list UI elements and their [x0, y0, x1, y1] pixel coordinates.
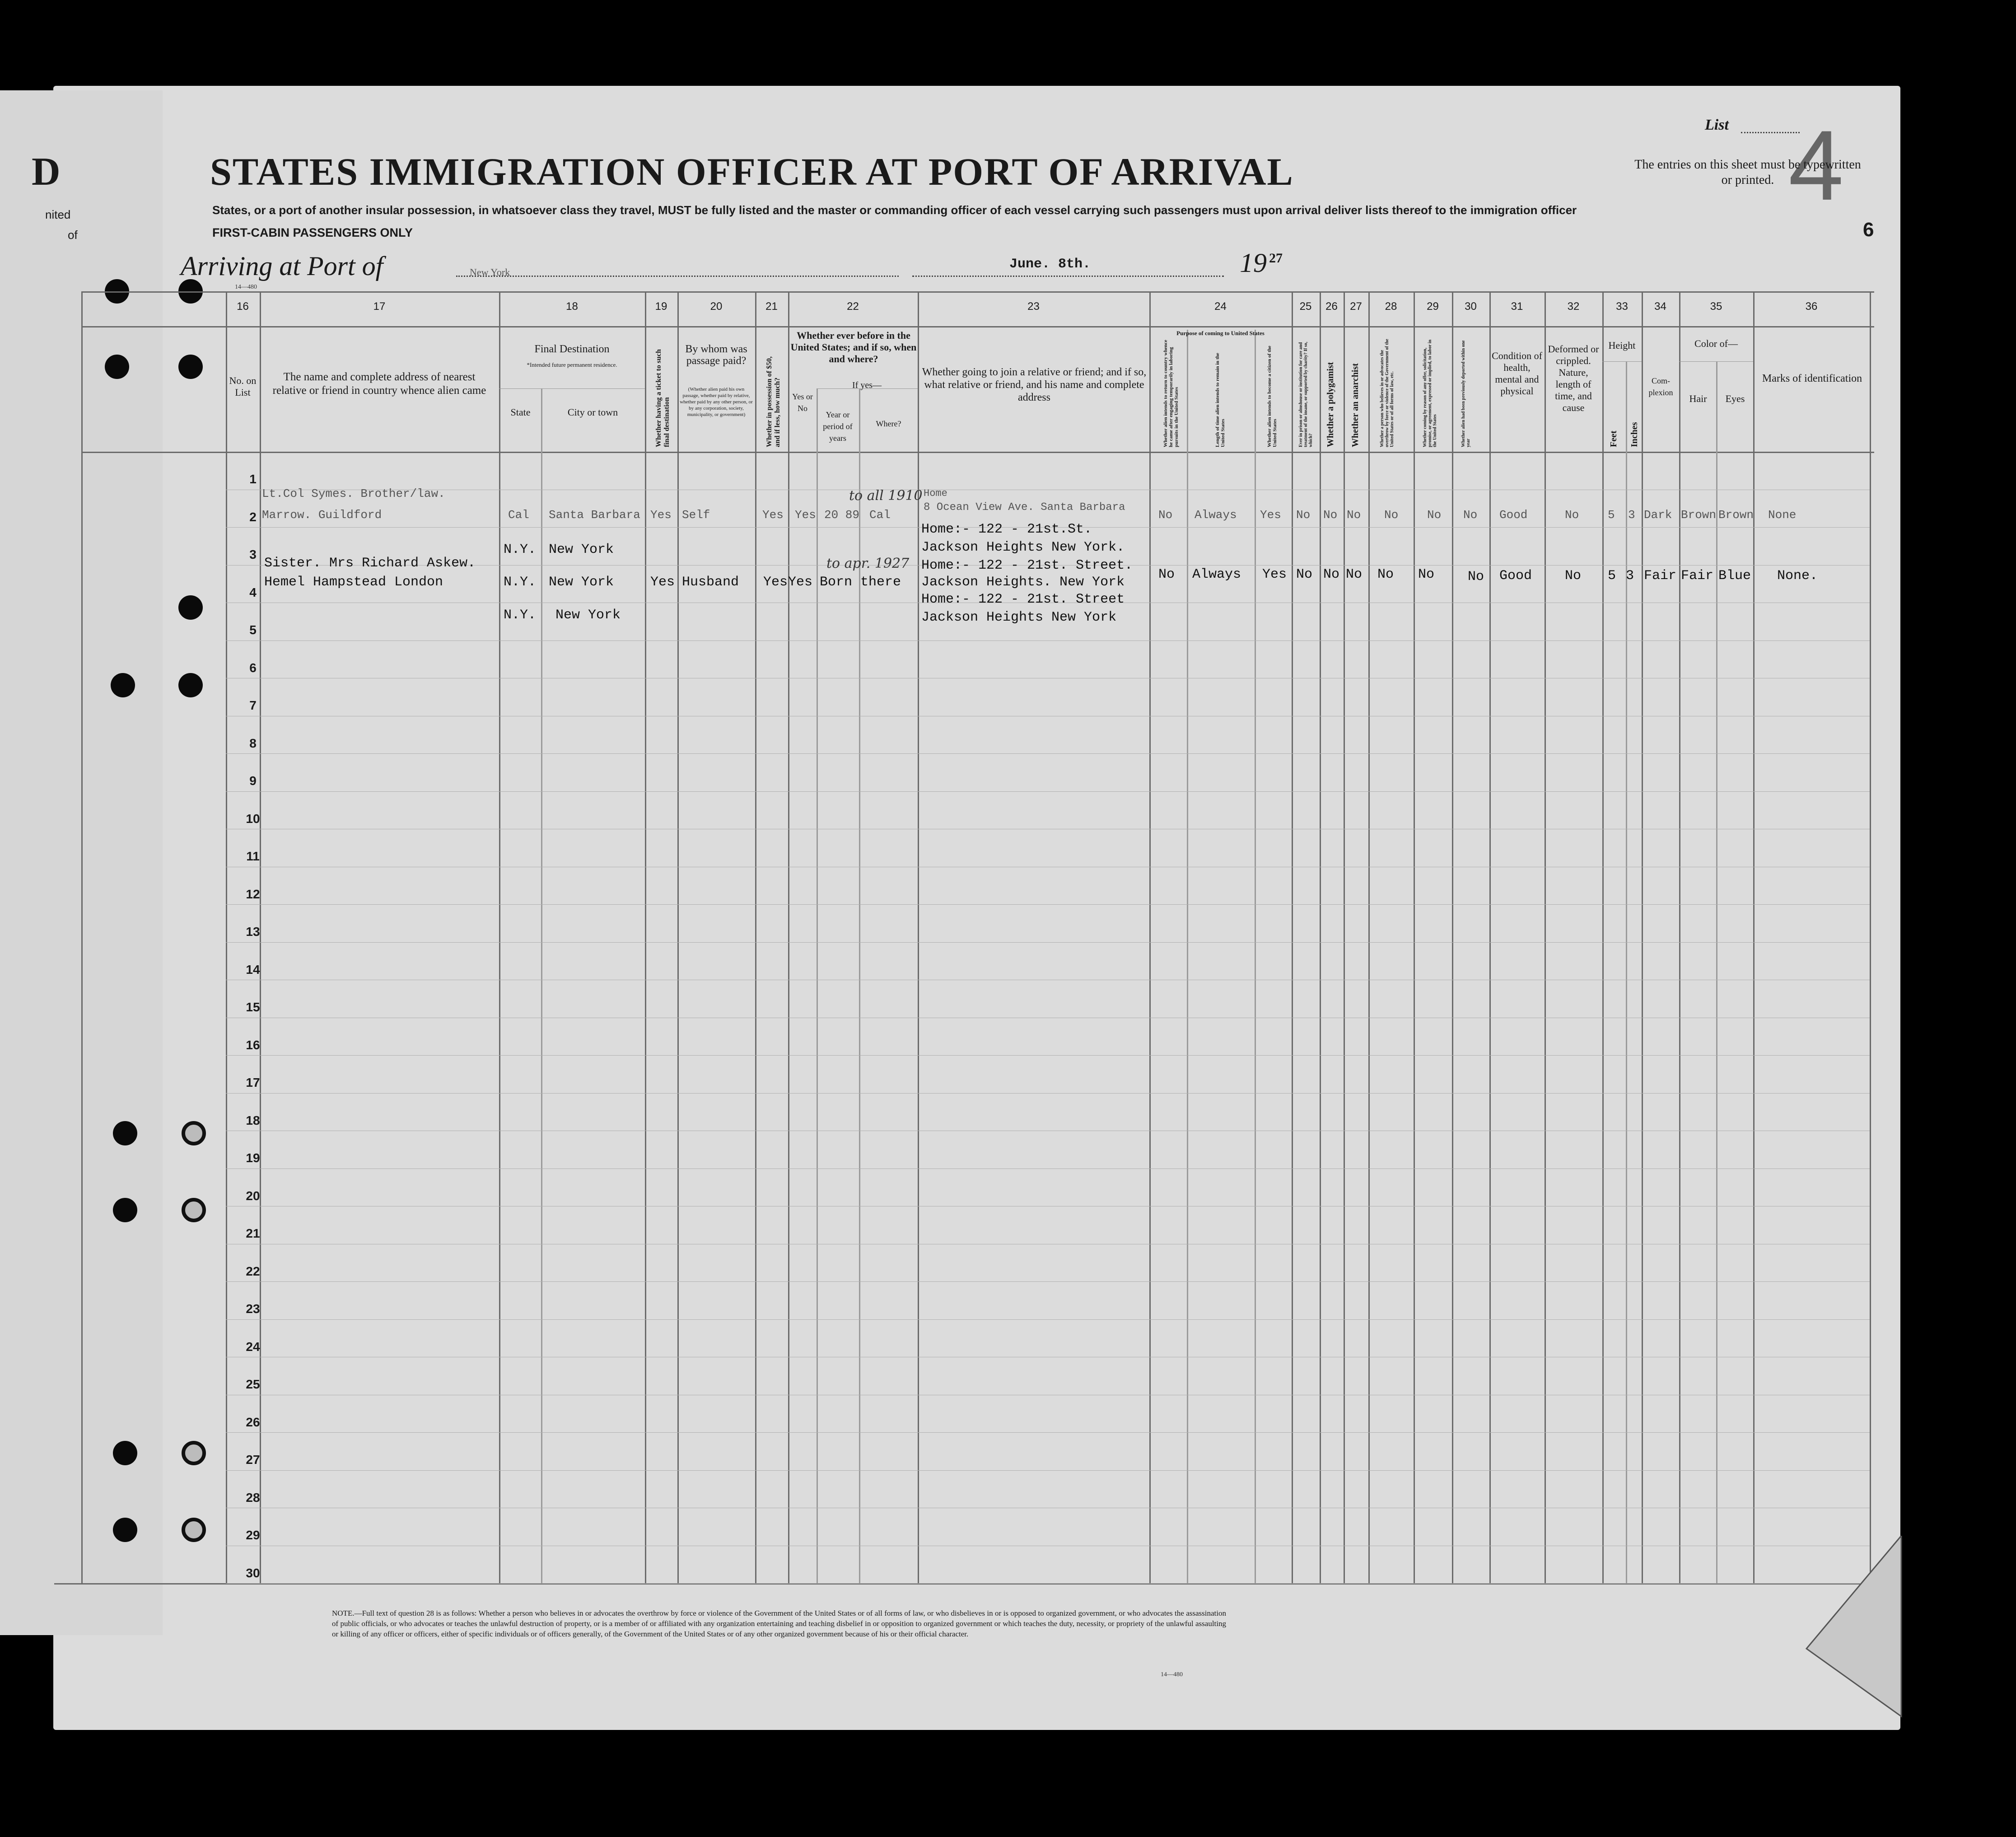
r3-relative-line2: Hemel Hampstead London [264, 575, 443, 590]
col-number: 31 [1511, 300, 1523, 313]
r3-feet: 5 [1608, 568, 1616, 584]
col-number: 24 [1214, 300, 1227, 313]
row-line [226, 1055, 1870, 1056]
r3-relative-line1: Sister. Mrs Richard Askew. [264, 556, 476, 571]
col-divider [1753, 291, 1755, 1583]
row-line [226, 942, 1870, 943]
header-join-relative: Whether going to join a relative or friend; and if so, what relative or friend, and his name and complete address [922, 366, 1147, 403]
r1-overthrow: No [1384, 508, 1399, 522]
row-number: 3 [249, 547, 257, 561]
r1-deported: No [1463, 508, 1478, 522]
col-divider [755, 291, 756, 1583]
row-number: 29 [246, 1528, 260, 1542]
date-value: June. 8th. [1009, 257, 1091, 272]
row-number: 16 [246, 1038, 260, 1052]
row-number: 25 [246, 1377, 260, 1391]
header-sub-divider [499, 388, 645, 389]
col-divider [1414, 291, 1415, 1583]
row-line [226, 1093, 1870, 1094]
header-bottom-border [81, 452, 1874, 453]
col-number: 22 [847, 300, 859, 313]
header-ticket: Whether having a ticket to such final destination [655, 349, 671, 447]
binder-hole [178, 355, 203, 379]
header-state: State [510, 407, 531, 418]
r3-join-line1: Home:- 122 - 21st. Street. [921, 558, 1133, 573]
header-no-on-list: No. on List [229, 375, 257, 398]
col-divider [1320, 291, 1321, 1583]
row-number: 22 [246, 1264, 260, 1278]
r3-inches: 3 [1626, 568, 1634, 584]
header-feet: Feet [1609, 430, 1619, 447]
r3-city: New York [549, 575, 614, 590]
r1-handwritten-note: to all 1910 [849, 488, 923, 504]
binder-hole [178, 673, 203, 697]
col-divider [1870, 291, 1871, 1583]
col-number: 32 [1567, 300, 1580, 313]
col-divider [499, 291, 500, 1583]
row-number: 20 [246, 1189, 260, 1203]
col-divider [1679, 291, 1680, 1583]
col-divider [1149, 291, 1151, 1583]
row-number: 6 [249, 661, 257, 675]
header-labor-offer: Whether coming by reason of any offer, solicitation, promise, or agreement, expressed or implied, to labor in the United States [1423, 339, 1437, 447]
footnote-form-number: 14—480 [1161, 1671, 1183, 1678]
col-divider [1545, 291, 1546, 1583]
row-number: 17 [246, 1075, 260, 1089]
r3-polygamist: No [1323, 567, 1340, 582]
r1-ticket: Yes [650, 508, 672, 522]
r3-overthrow: No [1377, 567, 1394, 582]
col-number: 27 [1350, 300, 1362, 313]
header-deformed: Deformed or crippled. Nature, length of time, and cause [1548, 343, 1599, 413]
r3-join-line2: Jackson Heights. New York [921, 575, 1125, 590]
col-divider [1452, 291, 1453, 1583]
r3-return: No [1158, 567, 1175, 582]
header-color-of: Color of— [1694, 338, 1738, 349]
header-final-destination-note: *Intended future permanent residence. [527, 361, 617, 368]
col-divider [81, 291, 83, 1583]
r3-deformed: No [1565, 568, 1582, 584]
header-height: Height [1608, 340, 1636, 351]
r3-deported: No [1468, 569, 1484, 584]
header-length-of-stay: Length of time alien intends to remain in the United States [1215, 353, 1226, 447]
col-number: 33 [1616, 300, 1628, 313]
r3-state: N.Y. [504, 575, 537, 590]
row-number: 1 [249, 472, 257, 486]
year-suffix: 27 [1269, 251, 1283, 266]
r3-length-stay: Always [1192, 567, 1241, 582]
header-sub-divider [1679, 361, 1753, 362]
r2-state: N.Y. [504, 542, 537, 557]
form-number: 14—480 [235, 284, 257, 290]
binder-hole [113, 1518, 137, 1542]
header-year-period: Year or period of years [823, 410, 853, 443]
r1-paid-by: Self [682, 508, 710, 522]
col-number: 18 [566, 300, 578, 313]
col-number: 20 [710, 300, 723, 313]
row-number: 23 [246, 1302, 260, 1316]
binder-hole [113, 1198, 137, 1222]
r3-paid-by: Husband [682, 575, 739, 590]
header-if-yes: If yes— [852, 380, 882, 390]
binder-hole-ring [182, 1518, 206, 1542]
r1-state: Cal [508, 508, 529, 522]
header-final-destination: Final Destination [534, 343, 610, 355]
header-intends-return: Whether alien intends to return to country whence he came after engaging temporarily in laboring pursuits in the United States [1163, 340, 1179, 447]
row-number: 9 [249, 774, 257, 788]
r1-complexion: Dark [1644, 508, 1672, 522]
r3-before-yes: Yes [788, 575, 813, 590]
col-divider [788, 291, 789, 1583]
r1-city: Santa Barbara [549, 508, 640, 522]
col-divider [677, 291, 679, 1583]
col-divider [1344, 291, 1345, 1583]
row-line [226, 753, 1870, 754]
col-number: 19 [655, 300, 667, 313]
row-number: 2 [249, 510, 257, 524]
port-value: New York [470, 266, 510, 278]
r1-eyes: Brown [1718, 508, 1754, 522]
r3-citizen: Yes [1262, 567, 1287, 582]
col-divider [1642, 291, 1643, 1583]
row-line [226, 640, 1870, 641]
instruction-line: States, or a port of another insular possession, in whatsoever class they travel, MUST be fully listed and the master or commanding officer of each vessel carrying such passengers must upon arrival deliver lists thereof to the immigration officer [212, 203, 1577, 217]
r3-eyes: Blue [1718, 568, 1751, 584]
col-number: 34 [1654, 300, 1666, 313]
r3-complexion: Fair [1644, 568, 1677, 584]
header-become-citizen: Whether alien intends to become a citizen of the United States [1267, 346, 1278, 447]
binder-hole-ring [182, 1121, 206, 1145]
binder-hole [178, 595, 203, 620]
col-divider [1626, 361, 1627, 1583]
row-number: 11 [246, 849, 260, 863]
r2-city: New York [549, 542, 614, 557]
col-number: 30 [1465, 300, 1477, 313]
row-line [226, 1281, 1870, 1282]
row-number: 12 [246, 887, 260, 901]
row-number: 10 [246, 812, 260, 826]
col-divider [1368, 291, 1370, 1583]
r1-hair: Brown [1681, 508, 1717, 522]
header-purpose-group: Purpose of coming to United States [1176, 330, 1265, 337]
left-fragment-line-1: nited [45, 208, 71, 221]
r1-marks: None [1768, 508, 1797, 522]
binder-hole [105, 355, 129, 379]
col-divider [1489, 291, 1491, 1583]
footnote: NOTE.—Full text of question 28 is as follows: Whether a person who believes in or advocates the overthrow by force or violence of the Government of the United States or of all forms of law, or who disbelieves in or is opposed to organized government, or who advocates the assassination of public officials, or who advocates or teaches the unlawful destruction of property, or is a member of or affiliated with any organization entertaining and teaching disbelief in or opposition to organized government or which teaches the duty, necessity, or propriety of the unlawful assaulting or killing of any officer or officers, either of specific individuals or of officers generally, of the Government of the United States or of any other organized government because of his or their official character. [332, 1609, 1226, 1638]
folded-corner [1797, 1536, 1906, 1725]
header-deported: Whether alien had been previously deported within one year [1461, 340, 1471, 447]
r4-join-line1: Home:- 122 - 21st. Street [921, 592, 1125, 607]
row-number: 4 [249, 585, 257, 599]
entries-note: The entries on this sheet must be typewritten or printed. [1634, 158, 1861, 187]
row-number: 7 [249, 698, 257, 712]
header-polygamist: Whether a polygamist [1325, 362, 1335, 447]
binder-hole-ring [182, 1198, 206, 1222]
header-inches: Inches [1629, 422, 1639, 447]
r3-labor: No [1418, 567, 1435, 582]
col-number: 29 [1427, 300, 1439, 313]
r1-before-yes: Yes [795, 508, 816, 522]
row-number: 19 [246, 1151, 260, 1165]
r1-relative-line1: Lt.Col Symes. Brother/law. [262, 487, 445, 500]
col-number: 28 [1385, 300, 1397, 313]
col-number: 36 [1805, 300, 1818, 313]
date-dotted-line [912, 276, 1224, 277]
r1-join-line2: 8 Ocean View Ave. Santa Barbara [924, 501, 1125, 514]
row-number: 13 [246, 925, 260, 939]
header-marks: Marks of identification [1762, 373, 1862, 384]
r2-join-line1: Home:- 122 - 21st.St. [921, 522, 1092, 537]
column-number-border [81, 326, 1874, 327]
r4-city: New York [555, 608, 621, 623]
r3-anarchist: No [1346, 567, 1363, 582]
r3-hair: Fair [1681, 568, 1714, 584]
r1-health: Good [1499, 508, 1528, 522]
header-complexion: Com-plexion [1648, 376, 1673, 397]
binder-hole-ring [182, 1441, 206, 1465]
row-number: 8 [249, 736, 257, 750]
col-number: 35 [1710, 300, 1722, 313]
r1-before-where: Cal [869, 508, 891, 522]
col-divider [817, 388, 818, 1583]
left-fragment-line-2: of [68, 228, 78, 242]
r1-labor: No [1427, 508, 1442, 522]
header-overthrow: Whether a person who believes in or advocates the overthrow by force or violence of the Government of the United States or of all forms of law, etc. [1380, 339, 1395, 447]
header-passage-paid-note: (Whether alien paid his own passage, whether paid by relative, whether paid by any other person, or by any corporation, society, municipality, or government) [680, 387, 753, 417]
binder-hole [111, 673, 135, 697]
col-divider [1716, 361, 1717, 1583]
r1-relative-line2: Marrow. Guildford [262, 508, 382, 522]
header-yes-or-no: Yes or No [792, 392, 813, 413]
r1-before-year: 20 89 [824, 508, 860, 522]
col-number: 26 [1325, 300, 1338, 313]
r2-join-line2: Jackson Heights New York. [921, 540, 1125, 555]
table-top-border [81, 291, 1874, 293]
row-line [226, 1432, 1870, 1433]
r1-join-line1: Home [924, 488, 947, 499]
row-number: 18 [246, 1113, 260, 1127]
row-line [226, 791, 1870, 792]
col-number: 23 [1027, 300, 1040, 313]
col-number: 21 [765, 300, 778, 313]
year-prefix: 19 [1240, 248, 1267, 278]
r3-prison: No [1296, 567, 1313, 582]
r1-anarchist: No [1347, 508, 1361, 522]
port-dotted-line [456, 276, 899, 277]
left-fragment-letter: D [32, 150, 61, 194]
r1-prison: No [1296, 508, 1311, 522]
header-ever-before: Whether ever before in the United States; and if so, when and where? [790, 330, 917, 365]
row-number: 15 [246, 1000, 260, 1014]
r3-money: Yes [763, 575, 788, 590]
r1-length-stay: Always [1195, 508, 1237, 522]
col-number: 17 [373, 300, 386, 313]
r1-feet: 5 [1608, 508, 1615, 522]
col-number: 25 [1299, 300, 1312, 313]
list-number: 4 [1788, 110, 1844, 221]
r1-citizen: Yes [1260, 508, 1281, 522]
row-number: 21 [246, 1226, 260, 1240]
row-number: 5 [249, 623, 257, 637]
row-line [226, 1319, 1870, 1320]
binder-hole [113, 1441, 137, 1465]
header-fifty-dollars: Whether in possession of $50, and if less, how much? [765, 356, 781, 447]
header-eyes: Eyes [1725, 393, 1745, 404]
r1-deformed: No [1565, 508, 1579, 522]
r3-before-year: Born there [820, 575, 901, 590]
row-line [226, 1470, 1870, 1471]
r1-return: No [1158, 508, 1173, 522]
row-number: 14 [246, 963, 260, 977]
list-label: List [1705, 117, 1729, 133]
r1-inches: 3 [1628, 508, 1635, 522]
class-line: FIRST-CABIN PASSENGERS ONLY [212, 226, 413, 239]
row-number: 30 [246, 1566, 260, 1580]
row-line [226, 904, 1870, 905]
r1-money: Yes [762, 508, 784, 522]
col-divider [918, 291, 919, 1583]
row-number: 27 [246, 1453, 260, 1467]
header-prison: Ever in prison or almshouse or institution for care and treatment of the insane, or supported by charity? If so, which? [1298, 341, 1313, 447]
r3-ticket: Yes [650, 575, 675, 590]
header-anarchist: Whether an anarchist [1350, 363, 1360, 447]
col-divider [645, 291, 646, 1583]
r4-join-line2: Jackson Heights New York [921, 610, 1117, 625]
col-number: 16 [237, 300, 249, 313]
r3-marks: None. [1777, 568, 1818, 584]
header-city: City or town [567, 407, 618, 418]
r1-polygamist: No [1323, 508, 1338, 522]
sheet-number: 6 [1863, 219, 1874, 241]
col-divider [1602, 291, 1604, 1583]
row-line [226, 1583, 1870, 1584]
row-number: 26 [246, 1415, 260, 1429]
header-where: Where? [876, 419, 901, 428]
col-divider [541, 388, 542, 1583]
row-number: 24 [246, 1340, 260, 1354]
header-sub-divider [1602, 361, 1642, 362]
header-hair: Hair [1689, 393, 1707, 404]
arriving-label: Arriving at Port of [181, 251, 383, 281]
ledger-page [53, 86, 1900, 1730]
col-divider [1292, 291, 1293, 1583]
header-health: Condition of health, mental and physical [1492, 350, 1542, 397]
page-title: STATES IMMIGRATION OFFICER AT PORT OF ARRIVAL [210, 150, 1294, 193]
row-number: 28 [246, 1491, 260, 1505]
r4-state: N.Y. [504, 608, 537, 623]
col-divider [226, 291, 227, 1583]
header-passage-paid: By whom was passage paid? [685, 343, 747, 367]
r3-handwritten-note: to apr. 1927 [826, 556, 910, 571]
binder-hole [113, 1121, 137, 1145]
header-nearest-relative: The name and complete address of nearest relative or friend in country whence alien came [272, 371, 486, 397]
r3-health: Good [1499, 568, 1532, 584]
